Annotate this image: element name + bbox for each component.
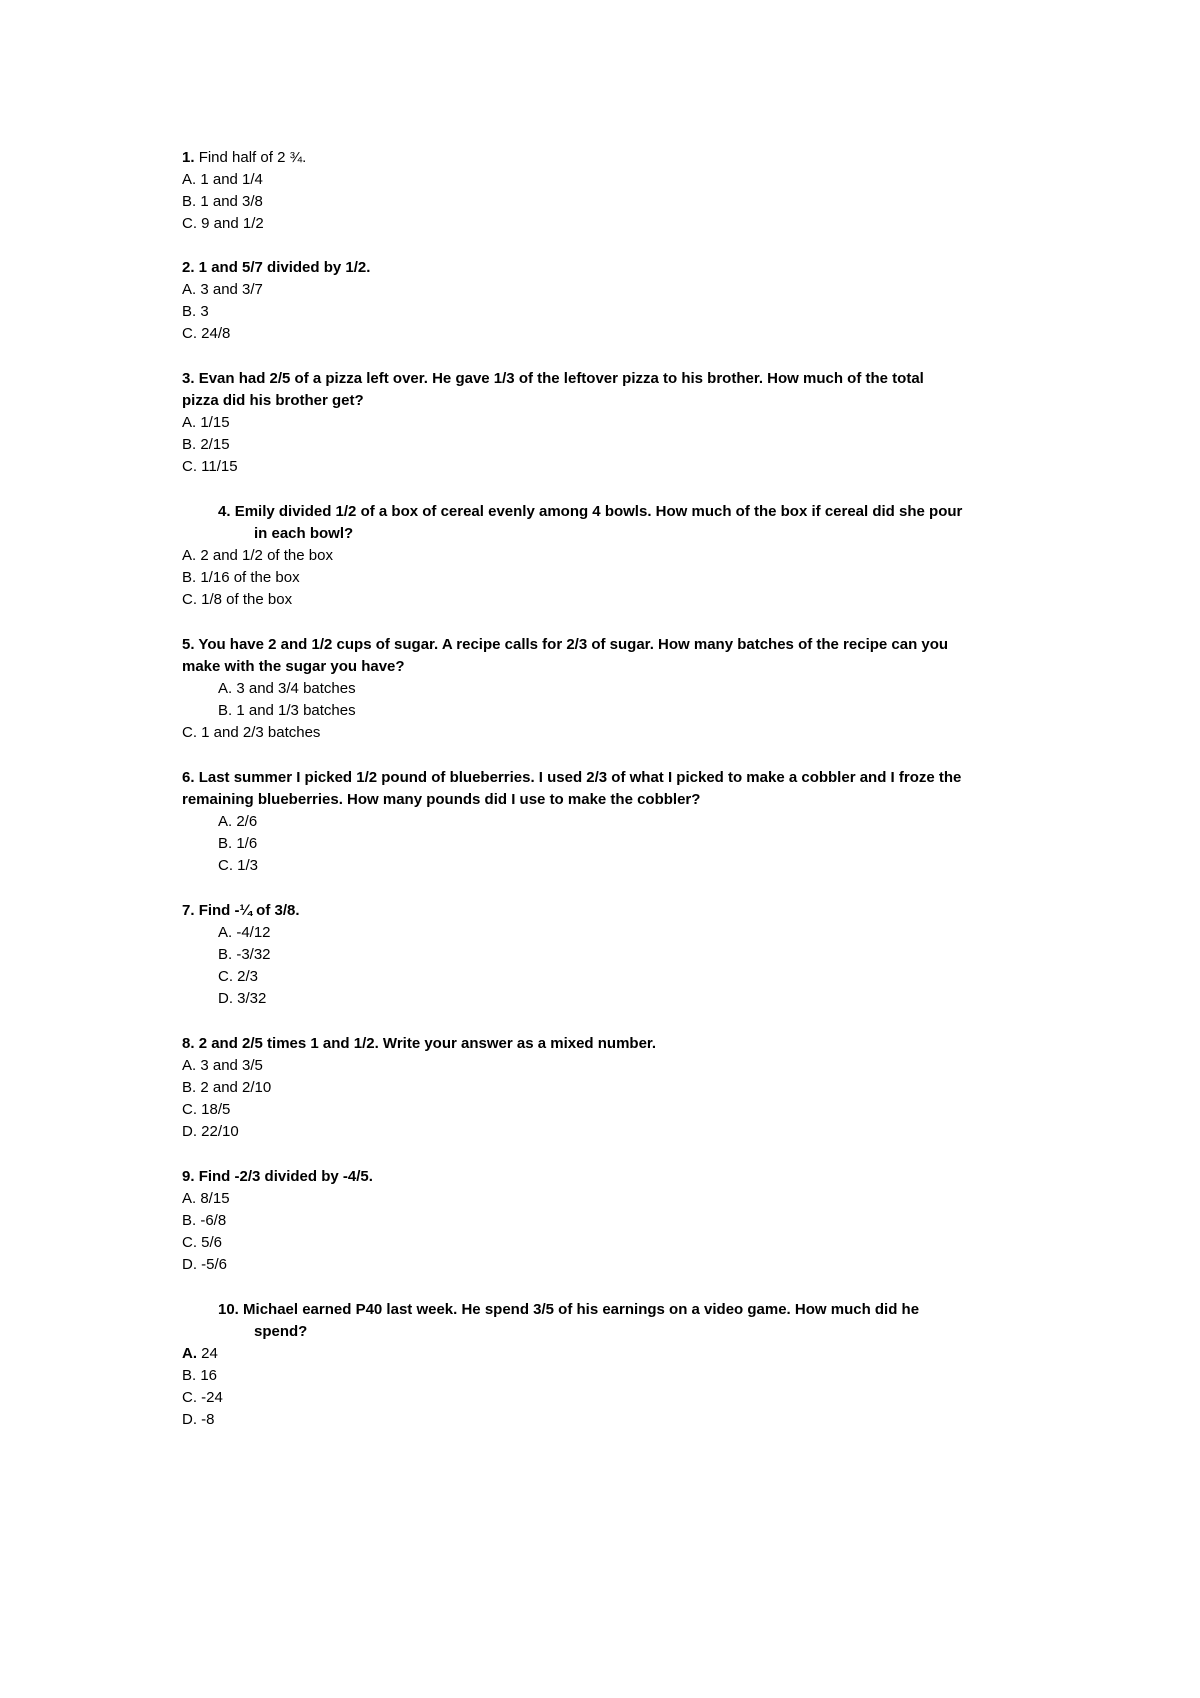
choice-2c: C. 24/8	[182, 325, 231, 342]
question-number: 8.	[182, 1035, 195, 1052]
question-4-line-2: in each bowl?	[254, 525, 354, 542]
choice-4b: B. 1/16 of the box	[182, 569, 300, 586]
choice-5c: C. 1 and 2/3 batches	[182, 724, 321, 741]
choice-10a	[182, 1344, 218, 1364]
choice-3b: B. 2/15	[182, 436, 230, 453]
choice-10d: D. -8	[182, 1411, 215, 1428]
choice-1b: B. 1 and 3/8	[182, 193, 263, 210]
question-number: 10.	[218, 1301, 239, 1318]
choice-2b: B. 3	[182, 303, 209, 320]
choice-3a: A. 1/15	[182, 414, 230, 431]
choice-7b: B. -3/32	[218, 946, 271, 963]
choice-8c: C. 18/5	[182, 1101, 231, 1118]
question-7	[182, 901, 300, 921]
question-text: 2 and 2/5 times 1 and 1/2. Write your answer as a mixed number.	[198, 1035, 657, 1052]
question-6-line-1	[182, 768, 961, 788]
question-text: 1 and 5/7 divided by 1/2.	[194, 259, 371, 276]
question-2	[182, 258, 370, 278]
question-9	[182, 1167, 373, 1187]
question-number: 4.	[218, 503, 231, 520]
choice-5a: A. 3 and 3/4 batches	[218, 680, 356, 697]
choice-1a: A. 1 and 1/4	[182, 171, 263, 188]
question-text: Emily divided 1/2 of a box of cereal evenly among 4 bowls. How much of the box if cereal did she pour	[234, 503, 963, 520]
choice-10b: B. 16	[182, 1367, 218, 1384]
choice-9d: D. -5/6	[182, 1256, 228, 1273]
question-1	[182, 148, 306, 168]
question-number: 7.	[182, 902, 195, 919]
choice-8a: A. 3 and 3/5	[182, 1057, 263, 1074]
choice-9a: A. 8/15	[182, 1190, 230, 1207]
choice-9b: B. -6/8	[182, 1212, 227, 1229]
choice-8d: D. 22/10	[182, 1123, 239, 1140]
choice-1c: C. 9 and 1/2	[182, 215, 264, 232]
question-3-line-1	[182, 369, 924, 389]
question-3-line-2: pizza did his brother get?	[182, 392, 364, 409]
choice-2a: A. 3 and 3/7	[182, 281, 263, 298]
question-number: 2.	[182, 259, 195, 276]
choice-4a: A. 2 and 1/2 of the box	[182, 547, 333, 564]
question-6-line-2: remaining blueberries. How many pounds did I use to make the cobbler?	[182, 791, 701, 808]
question-10-line-1	[218, 1300, 919, 1320]
question-10-line-2: spend?	[254, 1323, 308, 1340]
choice-5b: B. 1 and 1/3 batches	[218, 702, 356, 719]
choice-9c: C. 5/6	[182, 1234, 223, 1251]
choice-6b: B. 1/6	[218, 835, 258, 852]
question-number: 9.	[182, 1168, 195, 1185]
question-text: Evan had 2/5 of a pizza left over. He gave 1/3 of the leftover pizza to his brother. How much of the total	[198, 370, 924, 387]
question-number: 1.	[182, 149, 195, 166]
choice-value: 24	[197, 1345, 218, 1362]
question-text: Find half of 2 ¾.	[198, 149, 307, 166]
choice-6c: C. 1/3	[218, 857, 259, 874]
question-number: 6.	[182, 769, 195, 786]
question-number: 5.	[182, 636, 195, 653]
question-text: Last summer I picked 1/2 pound of blueberries. I used 2/3 of what I picked to make a cobbler and I froze the	[198, 769, 962, 786]
question-8	[182, 1034, 656, 1054]
question-5-line-2: make with the sugar you have?	[182, 658, 405, 675]
question-text: Michael earned P40 last week. He spend 3/5 of his earnings on a video game. How much did he	[243, 1301, 920, 1318]
question-number: 3.	[182, 370, 195, 387]
choice-10c: C. -24	[182, 1389, 223, 1406]
choice-4c: C. 1/8 of the box	[182, 591, 293, 608]
question-5-line-1	[182, 635, 948, 655]
choice-8b: B. 2 and 2/10	[182, 1079, 272, 1096]
choice-7c: C. 2/3	[218, 968, 259, 985]
question-text: You have 2 and 1/2 cups of sugar. A recipe calls for 2/3 of sugar. How many batches of the recipe can you	[198, 636, 949, 653]
choice-7a: A. -4/12	[218, 924, 271, 941]
choice-letter: A.	[182, 1345, 197, 1362]
question-text: Find -2/3 divided by -4/5.	[198, 1168, 373, 1185]
choice-3c: C. 11/15	[182, 458, 238, 475]
choice-7d: D. 3/32	[218, 990, 267, 1007]
question-4-line-1	[218, 502, 962, 522]
question-text: Find -¼ of 3/8.	[198, 902, 300, 919]
choice-6a: A. 2/6	[218, 813, 258, 830]
